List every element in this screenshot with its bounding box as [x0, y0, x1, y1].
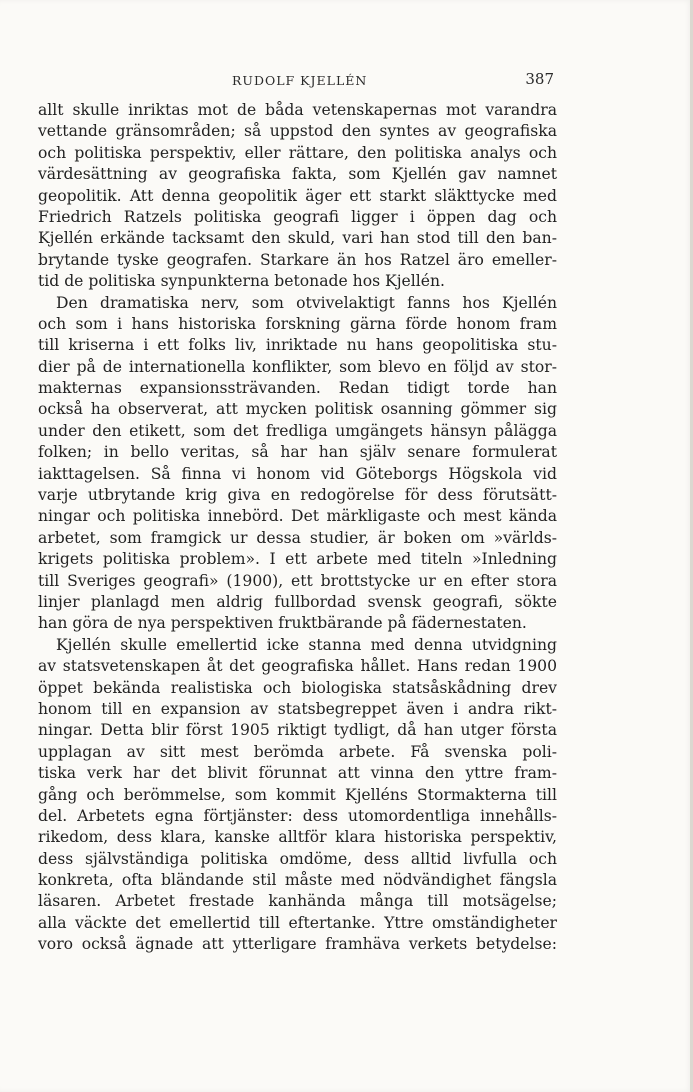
running-head — [0, 70, 693, 90]
text-line: del. Arbetets egna förtjänster: dess utomordentliga innehålls- — [38, 806, 557, 825]
text-line: öppet bekända realistiska och biologiska statsåskådning drev — [38, 678, 557, 697]
text-line: honom till en expansion av statsbegreppet även i andra rikt- — [38, 699, 557, 718]
text-line: allt skulle inriktas mot de båda vetenskapernas mot varandra — [38, 101, 557, 119]
text-line: geopolitik. Att denna geopolitik äger ett starkt släkttycke med — [38, 186, 557, 205]
text-line: makternas expansionssträvanden. Redan tidigt torde han — [38, 379, 557, 398]
page-number: 387 — [525, 70, 554, 88]
text-line: vettande gränsområden; så uppstod den syntes av geografiska — [38, 122, 557, 141]
text-line: linjer planlagd men aldrig fullbordad svensk geografi, sökte — [38, 592, 557, 611]
text-line: Den dramatiska nerv, som otvivelaktigt fanns hos Kjellén — [56, 293, 557, 312]
text-line: och som i hans historiska forskning gärna förde honom fram — [38, 314, 557, 333]
text-line: brytande tyske geografen. Starkare än hos Ratzel äro emeller- — [38, 250, 557, 269]
text-line: tid de politiska synpunkterna betonade hos Kjellén. — [38, 272, 445, 291]
text-line: varje utbrytande krig giva en redogörelse för dess förutsätt- — [38, 486, 557, 505]
text-line: rikedom, dess klara, kanske alltför klara historiska perspektiv, — [38, 828, 557, 847]
text-line: ningar och politiska innebörd. Det märkligaste och mest kända — [38, 507, 557, 526]
text-line: Kjellén erkände tacksamt den skuld, vari han stod till den ban- — [38, 229, 557, 248]
text-line: alla väckte det emellertid till eftertanke. Yttre omständigheter — [38, 913, 557, 932]
text-line: ningar. Detta blir först 1905 riktigt tydligt, då han utger första — [38, 721, 557, 740]
text-line: folken; in bello veritas, så har han själv senare formulerat — [38, 443, 557, 462]
running-title: RUDOLF KJELLÉN — [232, 73, 368, 88]
text-line: konkreta, ofta bländande stil måste med nödvändighet fängsla — [38, 871, 557, 890]
text-line: av statsvetenskapen åt det geografiska hållet. Hans redan 1900 — [38, 657, 557, 676]
body-text — [38, 100, 557, 956]
text-line: krigets politiska problem». I ett arbete med titeln »Inledning — [38, 550, 557, 569]
text-line: också ha observerat, att mycken politisk osanning gömmer sig — [38, 400, 557, 419]
text-line: till Sveriges geografi» (1900), ett brottstycke ur en efter stora — [38, 571, 557, 590]
text-line: gång och berömmelse, som kommit Kjelléns Stormakterna till — [38, 785, 557, 804]
text-line: dier på de internationella konflikter, som blevo en följd av stor- — [38, 357, 557, 376]
text-line: under den etikett, som det fredliga umgängets hänsyn pålägga — [38, 421, 557, 440]
text-line: och politiska perspektiv, eller rättare, den politiska analys och — [38, 143, 557, 162]
text-line: värdesättning av geografiska fakta, som Kjellén gav namnet — [38, 165, 557, 184]
text-line: voro också ägnade att ytterligare framhäva verkets betydelse: — [38, 935, 557, 954]
text-line: tiska verk har det blivit förunnat att vinna den yttre fram- — [38, 764, 557, 783]
text-line: Friedrich Ratzels politiska geografi ligger i öppen dag och — [38, 207, 557, 226]
text-line: iakttagelsen. Så finna vi honom vid Göteborgs Högskola vid — [38, 464, 557, 483]
text-line: arbetet, som framgick ur dessa studier, är boken om »världs- — [38, 528, 557, 547]
text-line: läsaren. Arbetet frestade kanhända många till motsägelse; — [38, 892, 557, 911]
text-line: upplagan av sitt mest berömda arbete. Få svenska poli- — [38, 742, 557, 761]
text-line: han göra de nya perspektiven fruktbärande på fädernestaten. — [38, 614, 527, 633]
text-line: dess självständiga politiska omdöme, dess alltid livfulla och — [38, 849, 557, 868]
text-line: till kriserna i ett folks liv, inriktade nu hans geopolitiska stu- — [38, 336, 557, 355]
text-line: Kjellén skulle emellertid icke stanna med denna utvidgning — [56, 635, 557, 654]
